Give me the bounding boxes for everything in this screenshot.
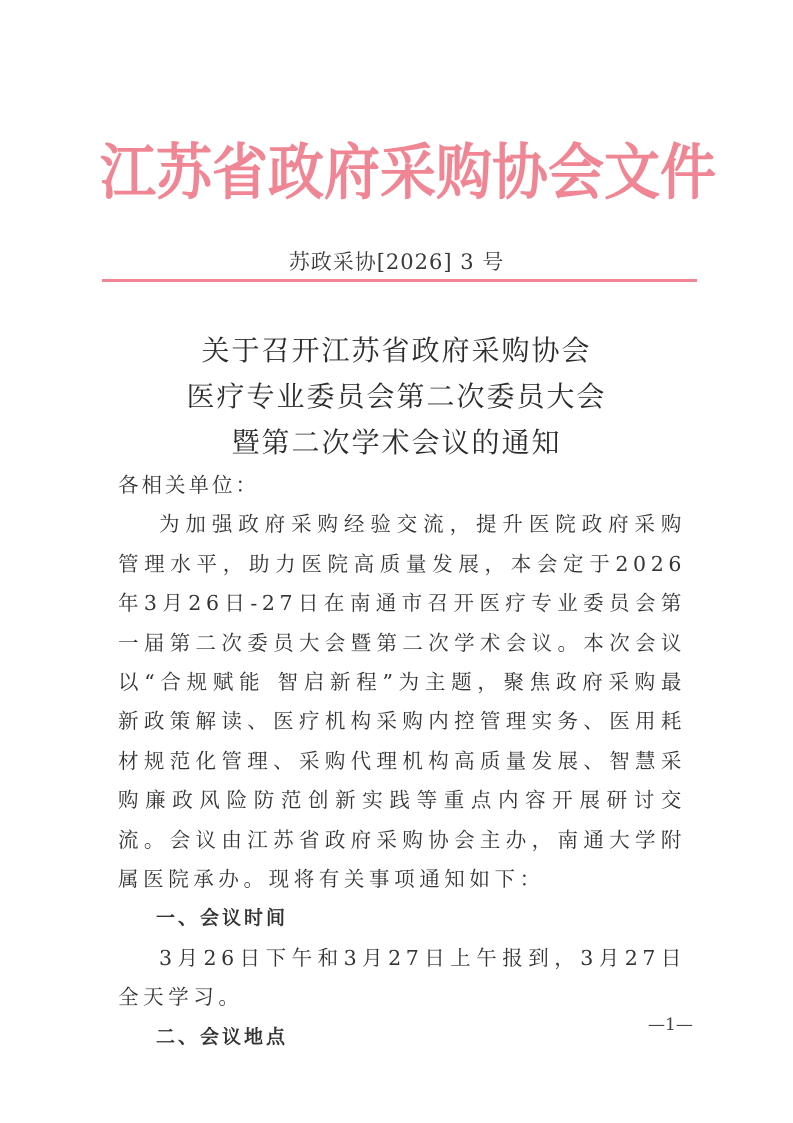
header-char: 江: [100, 136, 156, 208]
header-char: 政: [268, 136, 324, 208]
section-content-time: 3月26日下午和3月27日上午报到，3月27日全天学习。: [118, 945, 686, 1010]
header-char: 府: [324, 136, 380, 208]
header-char: 购: [436, 136, 492, 208]
header-char: 会: [548, 136, 604, 208]
header-char: 苏: [156, 136, 212, 208]
section-heading-time: 一、会议时间: [156, 907, 289, 930]
notice-title: [0, 328, 793, 466]
document-header-title: [100, 136, 716, 208]
section-heading-location: 二、会议地点: [156, 1025, 289, 1048]
header-divider: [102, 279, 697, 282]
header-char: 协: [492, 136, 548, 208]
header-char: 件: [660, 136, 716, 208]
page-number: —1—: [648, 1015, 693, 1035]
notice-title-line: 暨第二次学术会议的通知: [231, 426, 562, 459]
header-char: 采: [380, 136, 436, 208]
notice-title-line: 关于召开江苏省政府采购协会: [201, 334, 592, 367]
intro-paragraph: 为加强政府采购经验交流，提升医院政府采购管理水平，助力医院高质量发展，本会定于2026年3月26日-27日在南通市召开医疗专业委员会第一届第二次委员大会暨第二次学术会议。本次会议以“合规赋能 智启新程”为主题，聚焦政府采购最新政策解读、医疗机构采购内控管理实务、医用耗材规范化管理、采购代理机构高质量发展、智慧采购廉政风险防范创新实践等重点内容开展研讨交流。会议由江苏省政府采购协会主办，南通大学附属医院承办。现将有关事项通知如下：: [118, 512, 686, 892]
header-char: 文: [604, 136, 660, 208]
document-body: [118, 466, 686, 1057]
header-char: 省: [212, 136, 268, 208]
notice-title-line: 医疗专业委员会第二次委员大会: [186, 380, 607, 413]
salutation: 各相关单位：: [118, 473, 259, 497]
document-number: 苏政采协[2026] 3 号: [288, 250, 505, 274]
